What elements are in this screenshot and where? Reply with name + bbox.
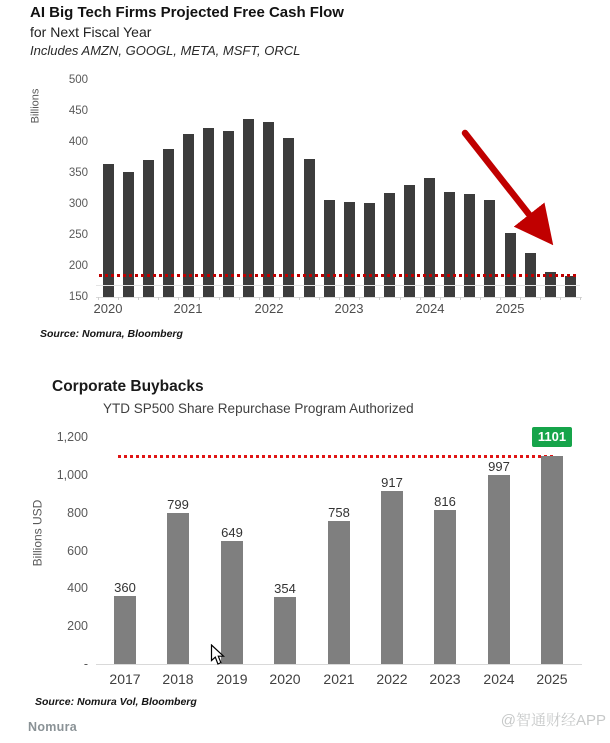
chart2-year-label: 2017 xyxy=(109,671,141,687)
chart2-source: Source: Nomura Vol, Bloomberg xyxy=(35,696,197,708)
chart1-axis-tick xyxy=(500,297,501,300)
bar-data-label: 649 xyxy=(221,525,243,540)
chart1-axis-tick xyxy=(400,297,401,300)
chart1-axis-tick xyxy=(279,297,280,300)
chart2-y-tick-label: 1,000 xyxy=(56,468,88,482)
chart1-axis-tick xyxy=(158,297,159,300)
bar-data-label: 799 xyxy=(167,497,189,512)
chart2-year-label: 2025 xyxy=(536,671,568,687)
chart1-year-label: 2020 xyxy=(93,301,123,316)
fcf-quarterly-bar xyxy=(123,172,134,297)
highlighted-data-label: 1101 xyxy=(532,427,572,447)
chart2-year-label: 2018 xyxy=(162,671,194,687)
chart1-axis-tick xyxy=(460,297,461,300)
chart1-y-tick-label: 400 xyxy=(68,136,88,148)
buyback-year-bar xyxy=(274,597,296,664)
chart1-axis-tick xyxy=(580,297,581,300)
chart1-year-label: 2025 xyxy=(495,301,525,316)
fcf-quarterly-bar xyxy=(223,131,234,297)
fcf-quarterly-bar xyxy=(243,119,254,297)
chart2-x-axis-line xyxy=(96,664,582,665)
fcf-quarterly-bar xyxy=(203,128,214,297)
bar-data-label: 354 xyxy=(274,581,296,596)
chart1-faint-gridline xyxy=(96,285,580,286)
chart2-title: Corporate Buybacks xyxy=(52,378,204,395)
chart2-year-label: 2024 xyxy=(483,671,515,687)
chart1-axis-tick xyxy=(178,297,179,300)
chart2-y-tick-label: 200 xyxy=(67,619,88,633)
watermark: @智通财经APP xyxy=(500,712,606,729)
chart1-year-label: 2022 xyxy=(254,301,284,316)
chart1-axis-tick xyxy=(319,297,320,300)
chart1-subtitle: for Next Fiscal Year xyxy=(30,24,152,40)
fcf-quarterly-bar xyxy=(364,203,375,297)
fcf-quarterly-bar xyxy=(183,134,194,297)
chart2-y-tick-label: 1,200 xyxy=(56,430,88,444)
chart1-y-tick-label: 250 xyxy=(68,229,88,241)
chart1-y-tick-label: 450 xyxy=(68,105,88,117)
fcf-quarterly-bar xyxy=(263,122,274,297)
buyback-year-bar xyxy=(114,596,136,664)
chart1-y-tick-label: 350 xyxy=(68,167,88,179)
buyback-year-bar xyxy=(488,475,510,664)
chart2-subtitle: YTD SP500 Share Repurchase Program Authorized xyxy=(103,401,414,416)
buyback-year-bar xyxy=(167,513,189,664)
chart2-y-tick-label: 600 xyxy=(67,544,88,558)
chart1-axis-tick xyxy=(138,297,139,300)
chart1-reference-line xyxy=(99,274,577,277)
chart1-year-label: 2023 xyxy=(334,301,364,316)
bar-data-label: 758 xyxy=(328,505,350,520)
chart1-source: Source: Nomura, Bloomberg xyxy=(40,328,183,340)
chart1-axis-tick xyxy=(359,297,360,300)
fcf-quarterly-bar xyxy=(424,178,435,297)
fcf-quarterly-bar xyxy=(103,164,114,297)
chart2-year-label: 2022 xyxy=(376,671,408,687)
buyback-year-bar xyxy=(328,521,350,664)
bar-data-label: 816 xyxy=(434,494,456,509)
bar-data-label: 360 xyxy=(114,580,136,595)
chart1-y-tick-label: 200 xyxy=(68,260,88,272)
brand-label: Nomura xyxy=(28,720,78,734)
chart1-y-axis-title: Billions xyxy=(29,88,42,124)
chart1-title: AI Big Tech Firms Projected Free Cash Flow xyxy=(30,4,344,21)
chart1-axis-tick xyxy=(259,297,260,300)
fcf-quarterly-bar xyxy=(565,276,576,297)
chart1-axis-tick xyxy=(440,297,441,300)
chart2-year-label: 2020 xyxy=(269,671,301,687)
chart1-axis-tick xyxy=(219,297,220,300)
fcf-quarterly-bar xyxy=(404,185,415,297)
fcf-quarterly-bar xyxy=(384,193,395,297)
buyback-year-bar xyxy=(434,510,456,664)
chart1-year-label: 2024 xyxy=(415,301,445,316)
chart1-axis-tick xyxy=(379,297,380,300)
chart1-axis-tick xyxy=(98,297,99,300)
chart1-note: Includes AMZN, GOOGL, META, MSFT, ORCL xyxy=(30,43,301,58)
chart1-year-label: 2021 xyxy=(173,301,203,316)
chart1-axis-tick xyxy=(560,297,561,300)
chart1-axis-tick xyxy=(199,297,200,300)
chart1-axis-tick xyxy=(118,297,119,300)
chart2-year-label: 2023 xyxy=(429,671,461,687)
chart2-reference-line xyxy=(118,455,556,458)
chart1-axis-tick xyxy=(239,297,240,300)
chart2-year-label: 2021 xyxy=(323,671,355,687)
chart2-y-tick-label: - xyxy=(83,657,88,671)
chart1-y-tick-label: 500 xyxy=(68,74,88,86)
bar-data-label: 997 xyxy=(488,459,510,474)
chart1-axis-tick xyxy=(520,297,521,300)
chart2-y-tick-label: 400 xyxy=(67,581,88,595)
chart1-axis-tick xyxy=(540,297,541,300)
buyback-year-bar xyxy=(381,491,403,664)
bar-data-label: 917 xyxy=(381,475,403,490)
chart1-y-tick-label: 150 xyxy=(68,291,88,303)
chart1-axis-tick xyxy=(420,297,421,300)
chart2-y-tick-label: 800 xyxy=(67,506,88,520)
chart1-axis-tick xyxy=(339,297,340,300)
fcf-quarterly-bar xyxy=(344,202,355,297)
chart1-y-tick-label: 300 xyxy=(68,198,88,210)
chart2-y-axis-title: Billions USD xyxy=(30,499,45,567)
buyback-year-bar xyxy=(541,456,563,664)
fcf-quarterly-bar xyxy=(324,200,335,297)
chart1-axis-tick xyxy=(480,297,481,300)
mouse-cursor-icon xyxy=(210,644,225,666)
chart1-axis-tick xyxy=(299,297,300,300)
downtrend-arrow-icon xyxy=(440,112,600,267)
chart2-year-label: 2019 xyxy=(216,671,248,687)
